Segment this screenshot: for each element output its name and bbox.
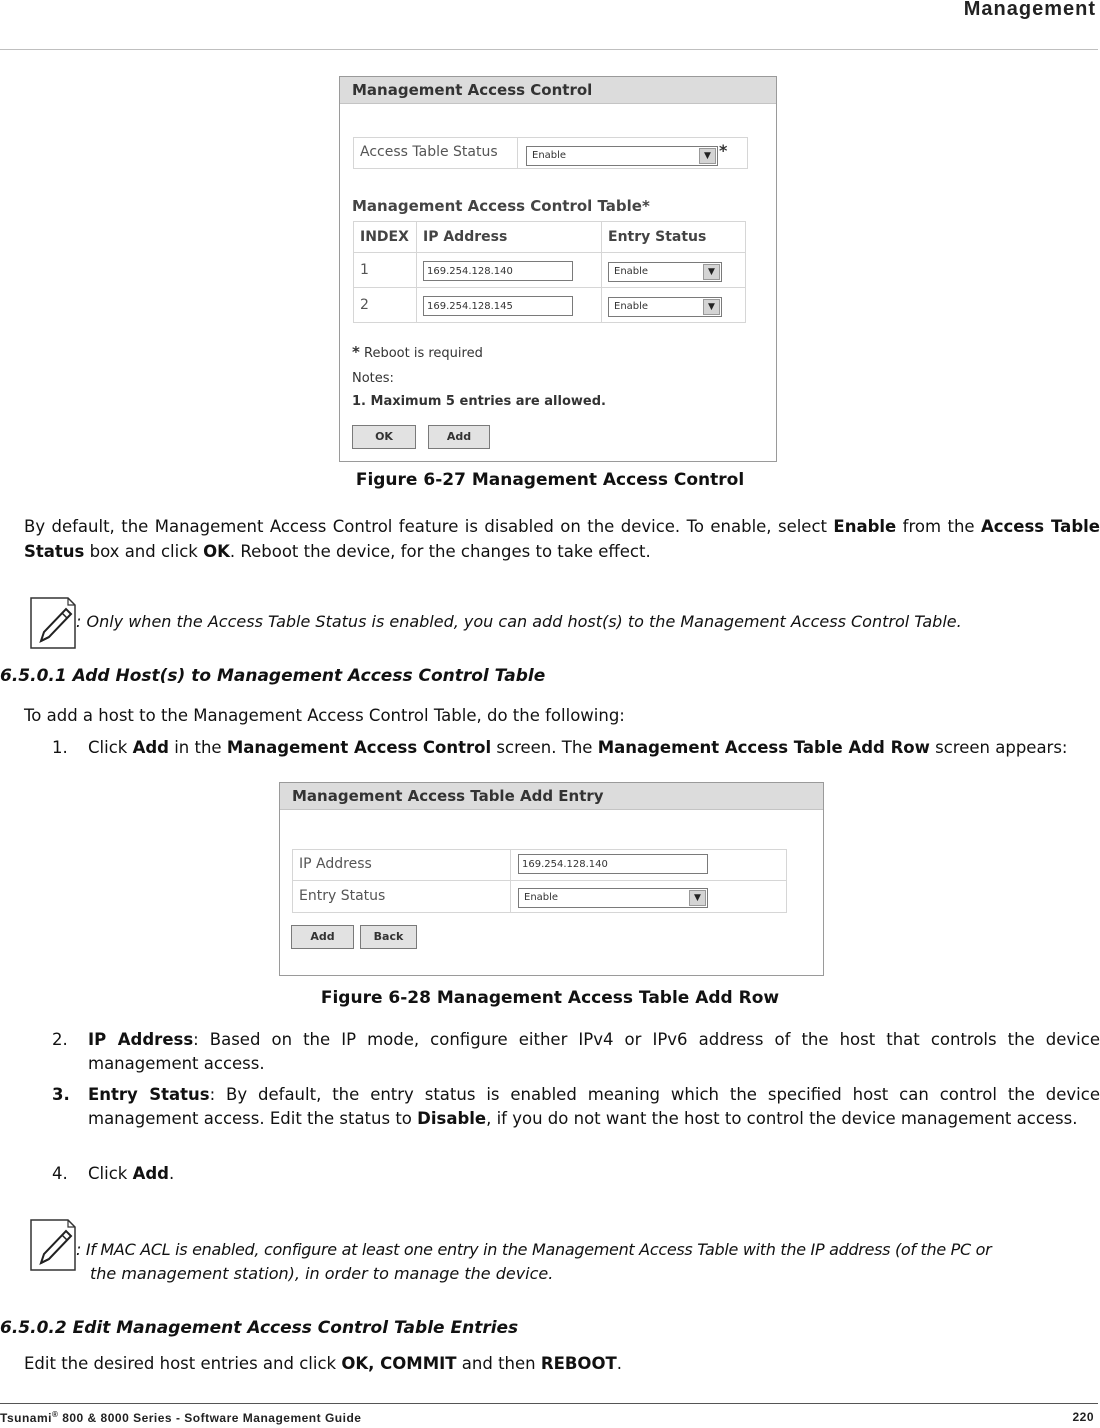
notes-label: Notes:	[352, 371, 394, 386]
figure-add-entry	[279, 782, 824, 976]
entry-status-select[interactable]	[608, 262, 722, 282]
entry-status-value: Enable	[614, 300, 649, 312]
bold-text: Management Access Control	[226, 738, 492, 757]
header-rule	[0, 49, 1098, 50]
table-title-text: Management Access Control Table	[352, 197, 642, 215]
bold-text: Enable	[833, 517, 897, 536]
row-divider	[293, 880, 786, 881]
ip-input[interactable]: 169.254.128.140	[518, 854, 708, 874]
reboot-note-text: Reboot is required	[364, 346, 483, 361]
text: from the	[896, 517, 981, 536]
figure-management-access-control	[339, 76, 777, 462]
add-button[interactable]: Add	[428, 425, 490, 449]
table-row	[354, 288, 746, 323]
text: in the	[168, 738, 227, 757]
text: .	[616, 1354, 622, 1373]
page-header-title: Management	[963, 0, 1096, 20]
column-header: INDEX	[354, 222, 417, 253]
text: . Reboot the device, for the changes to take effect.	[229, 542, 651, 561]
required-mark: *	[719, 141, 728, 160]
step-number: 3.	[52, 1085, 70, 1104]
pencil-icon	[30, 597, 76, 649]
bold-text: IP Address	[88, 1030, 194, 1049]
step-1	[52, 736, 1100, 760]
text: Click	[88, 738, 133, 757]
bold-text: OK, COMMIT	[341, 1354, 457, 1373]
cell-divider	[517, 138, 518, 168]
column-header: IP Address	[417, 222, 602, 253]
access-status-row	[353, 137, 748, 169]
note-text-line-1: : If MAC ACL is enabled, configure at least one entry in the Management Access Table with the IP address (of the PC or	[76, 1240, 992, 1259]
ip-input[interactable]: 169.254.128.145	[423, 296, 573, 316]
note-max-entries: 1. Maximum 5 entries are allowed.	[352, 394, 606, 409]
page-number: 220	[1072, 1410, 1094, 1424]
text: box and click	[84, 542, 204, 561]
chevron-down-icon: ▼	[699, 148, 716, 164]
text: Click	[88, 1164, 133, 1183]
footer-guide-title	[0, 1410, 361, 1425]
status-cell	[602, 253, 746, 288]
bold-text: Add	[132, 738, 169, 757]
form-table	[292, 849, 787, 913]
access-status-value: Enable	[532, 150, 567, 161]
step-4	[52, 1162, 1100, 1186]
bold-text: Add	[132, 1164, 169, 1183]
panel-title: Management Access Table Add Entry	[280, 783, 823, 810]
step-number: 1.	[52, 738, 68, 757]
col-divider	[510, 850, 511, 912]
text: and then	[456, 1354, 541, 1373]
chevron-down-icon: ▼	[689, 890, 706, 906]
bold-text: REBOOT	[540, 1354, 617, 1373]
access-status-select[interactable]	[526, 146, 718, 166]
step-number: 4.	[52, 1164, 68, 1183]
panel-title: Management Access Control	[340, 77, 776, 104]
footer-product: Tsunami	[0, 1411, 52, 1425]
figure-caption: Figure 6-27 Management Access Control	[355, 470, 745, 490]
access-status-label: Access Table Status	[360, 144, 498, 160]
intro-paragraph	[24, 514, 1100, 564]
reboot-note	[352, 343, 483, 361]
text: .	[168, 1164, 175, 1183]
step-2	[52, 1028, 1100, 1076]
ip-cell	[417, 288, 602, 323]
text: : By default, the entry status is enabled meaning which the specified host can control the device management access. Edit the status to	[88, 1085, 1100, 1128]
entry-status-select[interactable]	[518, 888, 708, 908]
bold-text: Entry Status	[88, 1085, 210, 1104]
bold-text: Disable	[417, 1109, 487, 1128]
text: : Based on the IP mode, configure either IPv4 or IPv6 address of the host that controls the device management access.	[88, 1030, 1100, 1073]
back-button[interactable]: Back	[360, 925, 417, 949]
table-title	[352, 197, 650, 215]
note-text: : Only when the Access Table Status is enabled, you can add host(s) to the Management Access Control Table.	[76, 612, 962, 631]
pencil-icon	[30, 1219, 76, 1271]
text: screen. The	[491, 738, 598, 757]
row-index: 1	[354, 253, 417, 288]
reboot-mark: *	[352, 343, 360, 361]
entry-status-select[interactable]	[608, 297, 722, 317]
note-text-line-2: the management station), in order to manage the device.	[90, 1264, 554, 1283]
bold-text: Management Access Table Add Row	[597, 738, 930, 757]
access-control-table	[353, 221, 746, 323]
ok-button[interactable]: OK	[352, 425, 416, 449]
text: Edit the desired host entries and click	[24, 1354, 342, 1373]
bold-text: OK	[203, 542, 230, 561]
add-button[interactable]: Add	[291, 925, 354, 949]
entry-status-value: Enable	[614, 265, 649, 277]
chevron-down-icon: ▼	[703, 299, 720, 315]
registered-mark: ®	[51, 1410, 59, 1419]
ip-cell	[417, 253, 602, 288]
status-cell	[602, 288, 746, 323]
entry-status-label: Entry Status	[299, 888, 386, 904]
section-intro: To add a host to the Management Access Control Table, do the following:	[24, 706, 625, 725]
text: , if you do not want the host to control the device management access.	[486, 1109, 1078, 1128]
text: screen appears:	[929, 738, 1068, 757]
table-header-row	[354, 222, 746, 253]
step-3	[52, 1083, 1100, 1131]
chevron-down-icon: ▼	[703, 264, 720, 280]
column-header: Entry Status	[602, 222, 746, 253]
ip-input[interactable]: 169.254.128.140	[423, 261, 573, 281]
bold-text: Access Table Status	[24, 517, 1100, 561]
footer-rule	[0, 1403, 1098, 1404]
section-heading: 6.5.0.2 Edit Management Access Control Table Entries	[0, 1318, 519, 1338]
section-heading: 6.5.0.1 Add Host(s) to Management Access Control Table	[0, 666, 546, 686]
figure-caption: Figure 6-28 Management Access Table Add Row	[320, 988, 780, 1008]
text: By default, the Management Access Control feature is disabled on the device. To enable, select	[24, 517, 834, 536]
table-row	[354, 253, 746, 288]
ip-label: IP Address	[299, 856, 372, 872]
row-index: 2	[354, 288, 417, 323]
table-title-mark: *	[641, 197, 650, 215]
footer-guide-name: 800 & 8000 Series - Software Management Guide	[58, 1411, 362, 1425]
step-number: 2.	[52, 1030, 68, 1049]
entry-status-value: Enable	[524, 892, 559, 903]
section-body	[24, 1352, 622, 1376]
